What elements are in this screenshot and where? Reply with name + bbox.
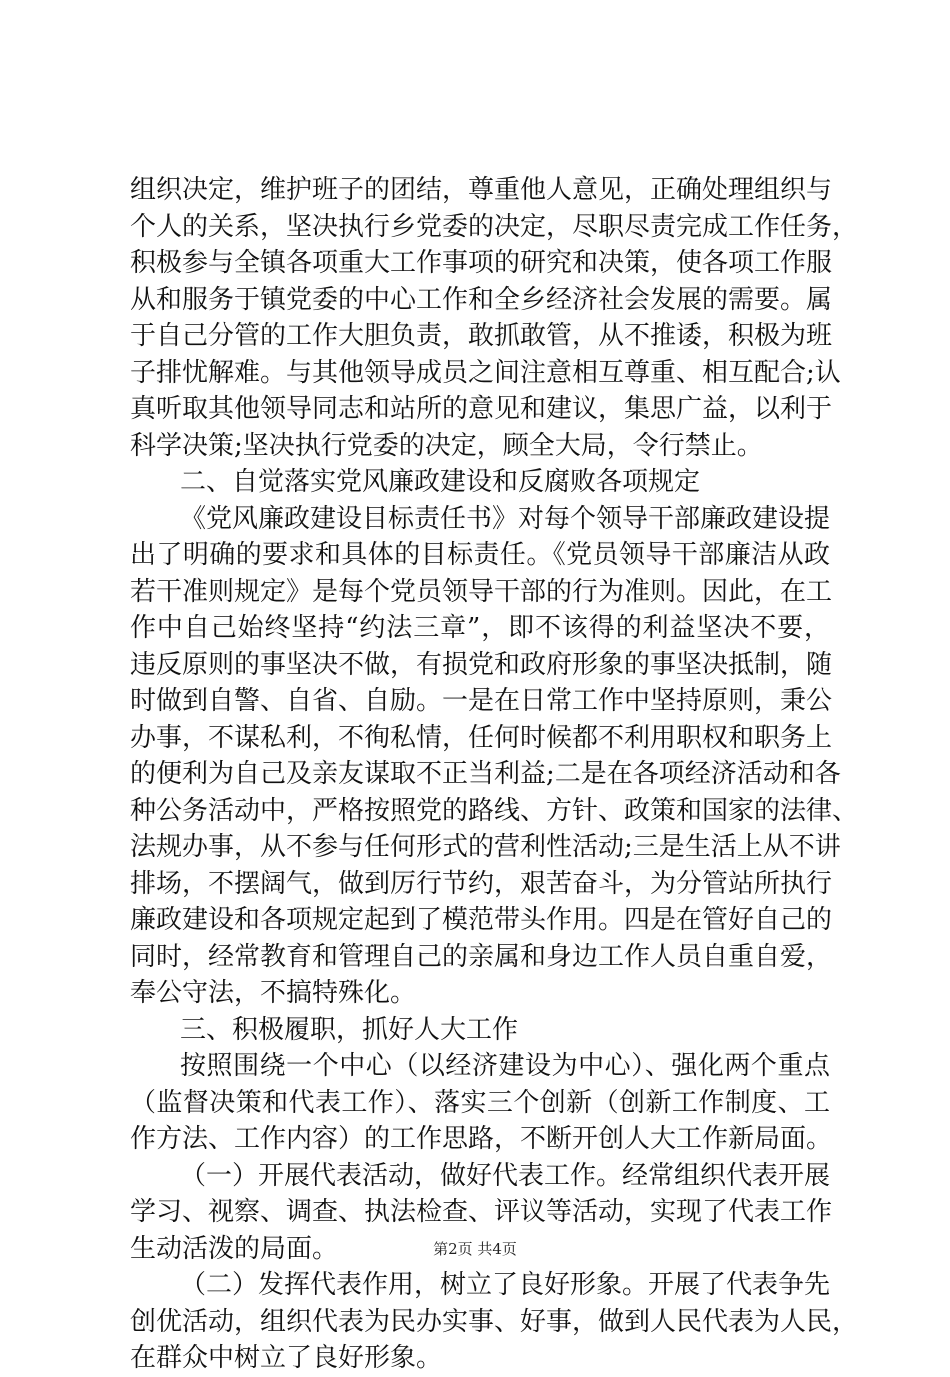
text-line: 于自己分管的工作大胆负责，敢抓敢管，从不推诿，积极为班 [130, 321, 833, 351]
text-line: （二）发挥代表作用，树立了良好形象。开展了代表争先 [180, 1270, 831, 1300]
text-line: 出了明确的要求和具体的目标责任。《党员领导干部廉洁从政 [130, 540, 830, 570]
text-line: 同时，经常教育和管理自己的亲属和身边工作人员自重自爱， [130, 941, 833, 972]
text-line: 办事，不谋私利，不徇私情，任何时候都不利用职权和职务上 [130, 722, 833, 753]
text-line: 积极参与全镇各项重大工作事项的研究和决策，使各项工作服 [130, 248, 833, 278]
text-line: 在群众中树立了良好形象。 [130, 1343, 443, 1373]
section-heading: 三、积极履职，抓好人大工作 [180, 1014, 519, 1045]
text-line: 作方法、工作内容）的工作思路，不断开创人大工作新局面。 [130, 1124, 833, 1154]
text-line: 的便利为自己及亲友谋取不正当利益;二是在各项经济活动和各 [130, 759, 841, 789]
text-line: 科学决策;坚决执行党委的决定，顾全大局，令行禁止。 [130, 430, 763, 461]
text-line: 真听取其他领导同志和站所的意见和建议，集思广益，以利于 [130, 394, 833, 424]
text-line: 排场，不摆阔气，做到厉行节约，艰苦奋斗，为分管站所执行 [130, 868, 833, 899]
document-body [130, 172, 859, 1377]
text-line: 创优活动，组织代表为民办实事、好事，做到人民代表为人民， [130, 1306, 859, 1337]
text-line: 法规办事，从不参与任何形式的营利性活动;三是生活上从不讲 [130, 832, 841, 862]
text-line: 学习、视察、调查、执法检查、评议等活动，实现了代表工作 [130, 1197, 833, 1227]
section-heading: 二、自觉落实党风廉政建设和反腐败各项规定 [180, 467, 701, 497]
text-line: 时做到自警、自省、自励。一是在日常工作中坚持原则，秉公 [130, 686, 833, 716]
text-line: （一）开展代表活动，做好代表工作。经常组织代表开展 [180, 1160, 831, 1191]
text-line: 子排忧解难。与其他领导成员之间注意相互尊重、相互配合;认 [130, 357, 841, 388]
text-line: （监督决策和代表工作）、落实三个创新（创新工作制度、工 [130, 1087, 830, 1118]
text-line: 奉公守法，不搞特殊化。 [130, 978, 417, 1008]
text-line: 若干准则规定》是每个党员领导干部的行为准则。因此，在工 [130, 576, 833, 607]
text-line: 生动活泼的局面。 [130, 1233, 339, 1264]
text-line: 违反原则的事坚决不做，有损党和政府形象的事坚决抵制，随 [130, 649, 833, 680]
text-line: 个人的关系，坚决执行乡党委的决定，尽职尽责完成工作任务， [130, 211, 859, 242]
text-line: 《党风廉政建设目标责任书》对每个领导干部廉政建设提 [180, 503, 831, 534]
page-footer: 第2页 共4页 [433, 1240, 517, 1258]
text-line: 种公务活动中，严格按照党的路线、方针、政策和国家的法律、 [130, 795, 859, 826]
text-line: 组织决定，维护班子的团结，尊重他人意见，正确处理组织与 [130, 175, 833, 205]
text-line: 按照围绕一个中心（以经济建设为中心）、强化两个重点 [180, 1051, 830, 1081]
text-line: 廉政建设和各项规定起到了模范带头作用。四是在管好自己的 [130, 905, 833, 935]
text-line: 从和服务于镇党委的中心工作和全乡经济社会发展的需要。属 [130, 284, 833, 315]
text-line: 作中自己始终坚持“约法三章”，即不该得的利益坚决不要， [130, 613, 830, 643]
